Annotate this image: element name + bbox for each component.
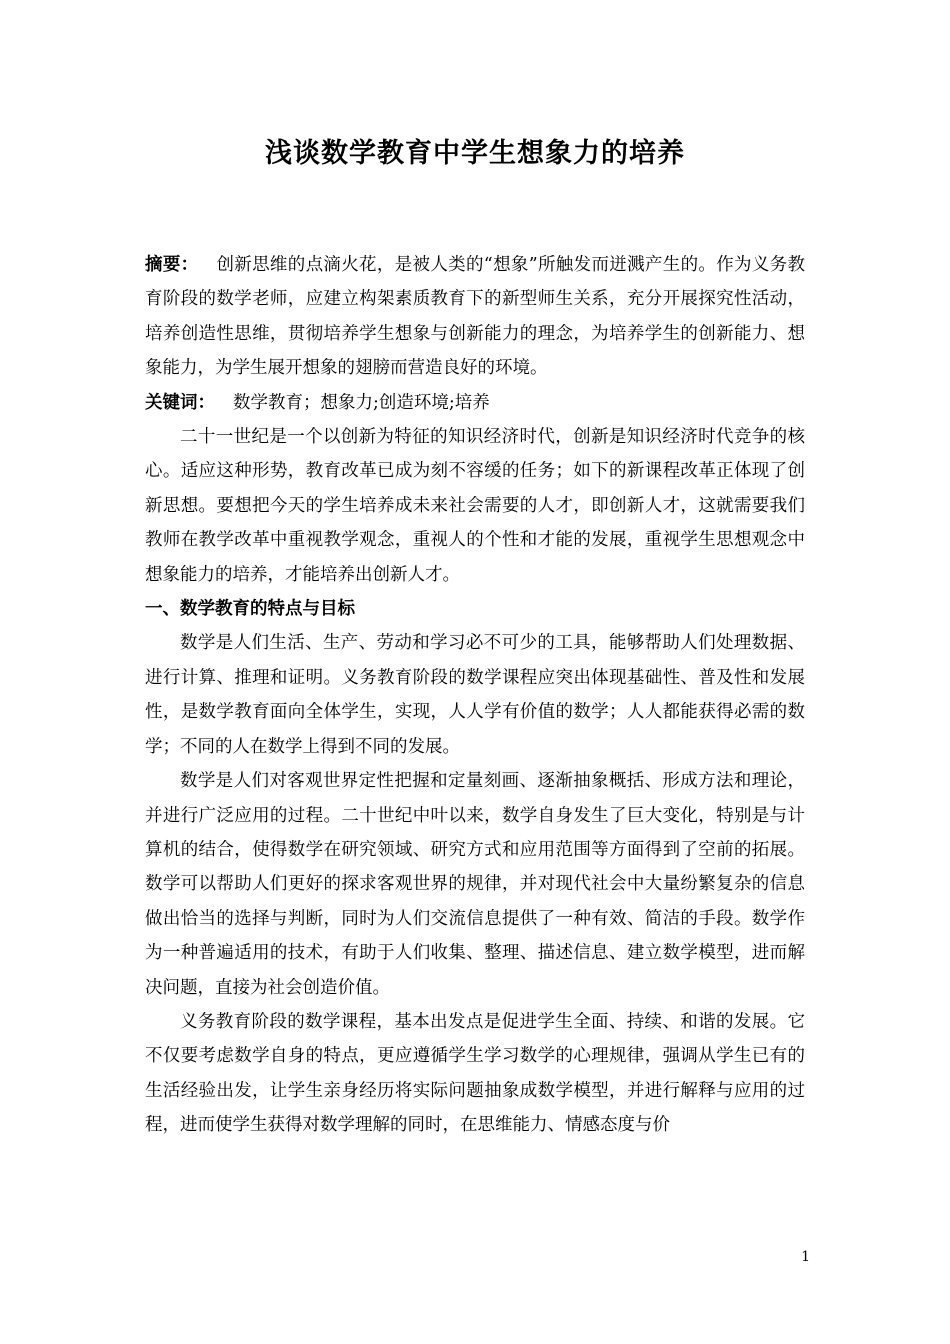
body-paragraph-3: 义务教育阶段的数学课程，基本出发点是促进学生全面、持续、和谐的发展。它不仅要考虑数学自身的特点，更应遵循学生学习数学的心理规律，强调从学生已有的生活经验出发，让学生亲身经历将实际问题抽象成数学模型，并进行解释与应用的过程，进而使学生获得对数学理解的同时，在思维能力、情感态度与价 [145, 1011, 805, 1136]
abstract-paragraph [145, 248, 805, 386]
page-number: 1 [801, 1249, 810, 1265]
document-body [145, 248, 805, 1143]
section-heading: 一、数学教育的特点与目标 [145, 599, 355, 620]
keywords-label: 关键词： [145, 392, 215, 413]
keywords-paragraph [145, 386, 805, 420]
keywords-text: 数学教育；想象力;创造环境;培养 [233, 392, 490, 413]
abstract-label: 摘要： [145, 255, 199, 275]
intro-paragraph: 二十一世纪是一个以创新为特征的知识经济时代，创新是知识经济时代竞争的核心。适应这种形势，教育改革已成为刻不容缓的任务；如下的新课程改革正体现了创新思想。要想把今天的学生培养成未来社会需要的人才，即创新人才，这就需要我们教师在教学改革中重视教学观念，重视人的个性和才能的发展，重视学生思想观念中想象能力的培养，才能培养出创新人才。 [145, 427, 805, 585]
body-paragraph-2: 数学是人们对客观世界定性把握和定量刻画、逐渐抽象概括、形成方法和理论，并进行广泛应用的过程。二十世纪中叶以来，数学自身发生了巨大变化，特别是与计算机的结合，使得数学在研究领域、研究方式和应用范围等方面得到了空前的拓展。数学可以帮助人们更好的探求客观世界的规律，并对现代社会中大量纷繁复杂的信息做出恰当的选择与判断，同时为人们交流信息提供了一种有效、简洁的手段。数学作为一种普遍适用的技术，有助于人们收集、整理、描述信息、建立数学模型，进而解决问题，直接为社会创造价值。 [145, 771, 805, 998]
document-title: 浅谈数学教育中学生想象力的培养 [265, 138, 685, 169]
body-paragraph-1: 数学是人们生活、生产、劳动和学习必不可少的工具，能够帮助人们处理数据、进行计算、推理和证明。义务教育阶段的数学课程应突出体现基础性、普及性和发展性，是数学教育面向全体学生，实现，人人学有价值的数学；人人都能获得必需的数学；不同的人在数学上得到不同的发展。 [145, 633, 805, 757]
abstract-text: 创新思维的点滴火花，是被人类的“想象”所触发而迸溅产生的。作为义务教育阶段的数学老师，应建立构架素质教育下的新型师生关系，充分开展探究性活动，培养创造性思维，贯彻培养学生想象与创新能力的理念，为培养学生的创新能力、想象能力，为学生展开想象的翅膀而营造良好的环境。 [145, 255, 806, 379]
